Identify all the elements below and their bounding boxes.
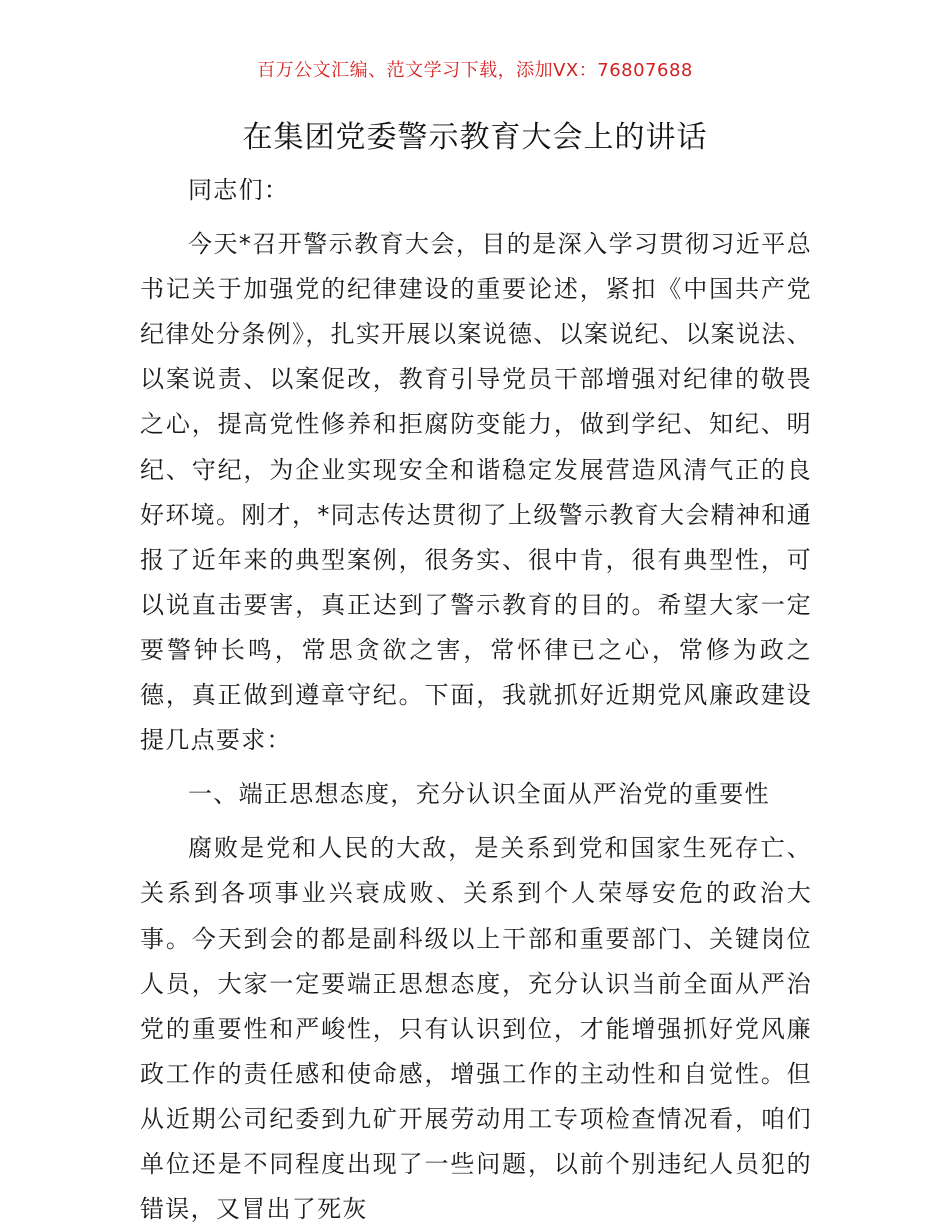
header-download-note: 百万公文汇编、范文学习下载，添加VX：76807688 xyxy=(257,60,693,81)
document-body xyxy=(140,168,812,1232)
document-title: 在集团党委警示教育大会上的讲话 xyxy=(242,120,708,155)
paragraph-section-1: 腐败是党和人民的大敌，是关系到党和国家生死存亡、关系到各项事业兴衰成败、关系到个人荣辱安危的政治大事。今天到会的都是副科级以上干部和重要部门、关键岗位人员，大家一定要端正思想态度，充分认识当前全面从严治党的重要性和严峻性，只有认识到位，才能增强抓好党风廉政工作的责任感和使命感，增强工作的主动性和自觉性。但从近期公司纪委到九矿开展劳动用工专项检查情况看，咱们单位还是不同程度出现了一些问题，以前个别违纪人员犯的错误，又冒出了死灰 xyxy=(140,834,812,1224)
section-heading-1: 一、端正思想态度，充分认识全面从严治党的重要性 xyxy=(188,780,770,809)
paragraph-opening: 今天*召开警示教育大会，目的是深入学习贯彻习近平总书记关于加强党的纪律建设的重要论述，紧扣《中国共产党纪律处分条例》，扎实开展以案说德、以案说纪、以案说法、以案说责、以案促改，教育引导党员干部增强对纪律的敬畏之心，提高党性修养和拒腐防变能力，做到学纪、知纪、明纪、守纪，为企业实现安全和谐稳定发展营造风清气正的良好环境。刚才，*同志传达贯彻了上级警示教育大会精神和通报了近年来的典型案例，很务实、很中肯，很有典型性，可以说直击要害，真正达到了警示教育的目的。希望大家一定要警钟长鸣，常思贪欲之害，常怀律已之心，常修为政之德，真正做到遵章守纪。下面，我就抓好近期党风廉政建设提几点要求： xyxy=(140,230,812,755)
salutation: 同志们： xyxy=(188,176,290,204)
